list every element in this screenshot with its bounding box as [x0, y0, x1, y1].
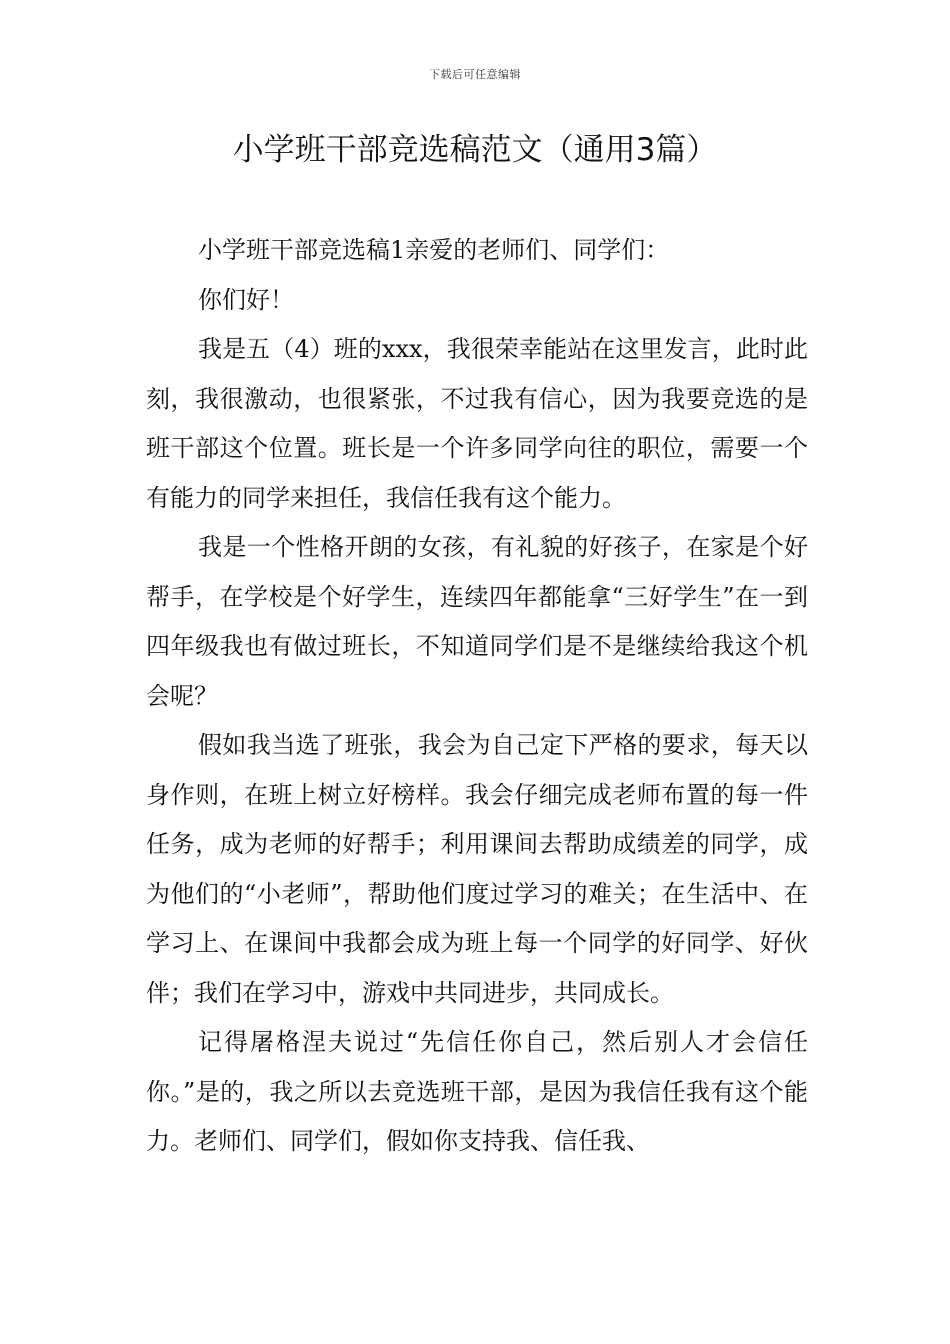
- paragraph: 记得屠格涅夫说过“先信任你自己，然后别人才会信任你。”是的，我之所以去竞选班干部，是因为我信任我有这个能力。老师们、同学们，假如你支持我、信任我、: [146, 1028, 808, 1155]
- document-title: 小学班干部竞选稿范文（通用3篇）: [232, 132, 718, 168]
- header-note: 下载后可任意编辑: [429, 68, 521, 81]
- paragraph: 你们好！: [198, 285, 294, 314]
- paragraph: 小学班干部竞选稿1亲爱的老师们、同学们：: [198, 236, 670, 264]
- paragraph: 我是五（4）班的xxx，我很荣幸能站在这里发言，此时此刻，我很激动，也很紧张，不过我有信心，因为我要竞选的是班干部这个位置。班长是一个许多同学向往的职位，需要一个有能力的同学来担任，我信任我有这个能力。: [146, 335, 808, 512]
- paragraph: 我是一个性格开朗的女孩，有礼貌的好孩子，在家是个好帮手，在学校是个好学生，连续四年都能拿“三好学生”在一到四年级我也有做过班长，不知道同学们是不是继续给我这个机会呢？: [146, 533, 808, 710]
- document-body: [146, 226, 808, 1167]
- paragraph: 假如我当选了班张，我会为自己定下严格的要求，每天以身作则，在班上树立好榜样。我会仔细完成老师布置的每一件任务，成为老师的好帮手；利用课间去帮助成绩差的同学，成为他们的“小老师”，帮助他们度过学习的难关；在生活中、在学习上、在课间中我都会成为班上每一个同学的好同学、好伙伴；我们在学习中，游戏中共同进步，共同成长。: [146, 731, 808, 1007]
